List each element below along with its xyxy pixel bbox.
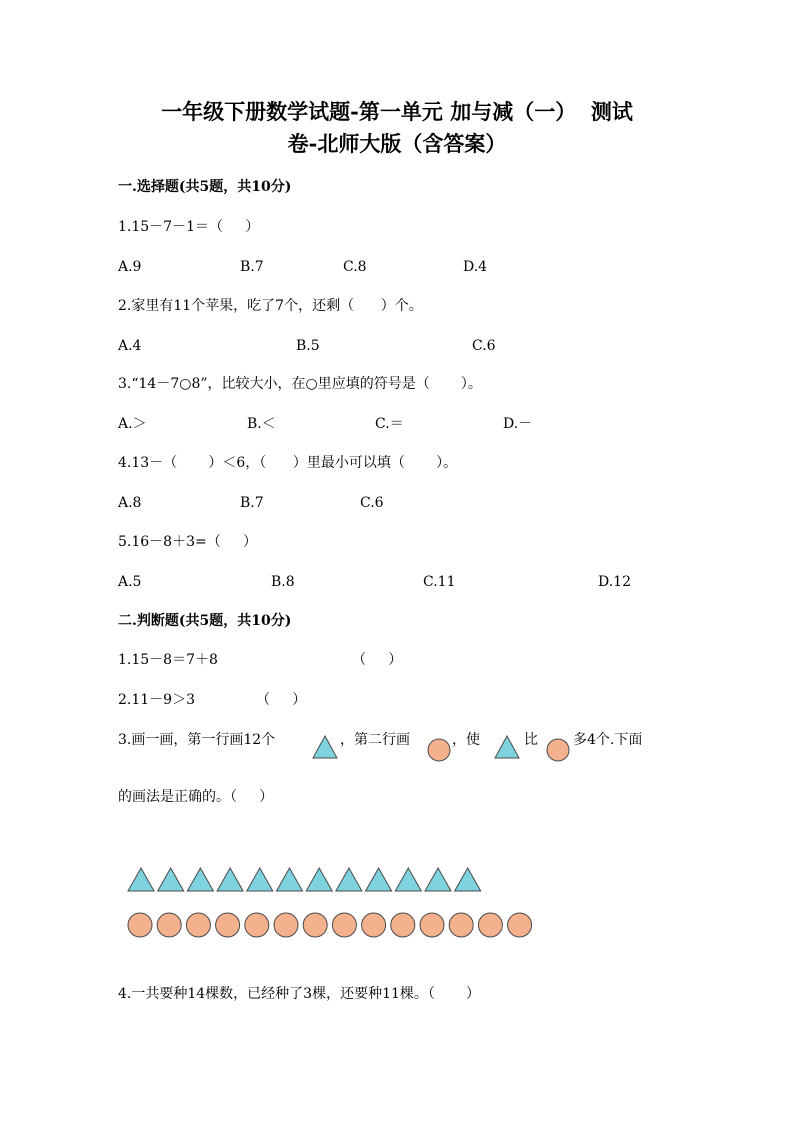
section1-heading: 一.选择题(共5题，共10分)	[118, 179, 292, 195]
q4-option-c: C.6	[360, 495, 384, 511]
triangle-icon	[366, 868, 392, 891]
q4-option-a: A.8	[118, 495, 142, 511]
judge-4-stem: 4.一共要种14棵数，已经种了3棵，还要种11棵。（ ）	[118, 986, 481, 1002]
circle-icon	[449, 913, 473, 937]
circle-icon	[303, 913, 327, 937]
circle-icon	[478, 913, 502, 937]
triangle-icon	[128, 868, 154, 891]
circle-icon	[546, 738, 570, 762]
triangle-icon	[312, 735, 338, 759]
circle-icon	[420, 913, 444, 937]
judge-3-part2: ，第二行画	[340, 732, 410, 748]
triangle-icon	[494, 735, 520, 759]
q3-option-b: B.＜	[247, 416, 276, 432]
triangle-icon	[158, 868, 184, 891]
triangle-icon	[247, 868, 273, 891]
triangle-icon	[306, 868, 332, 891]
judge-3-line2: 的画法是正确的。（ ）	[118, 789, 274, 805]
circle-icon	[391, 913, 415, 937]
triangle-icon	[336, 868, 362, 891]
q1-option-a: A.9	[118, 259, 142, 275]
triangle-icon	[187, 868, 213, 891]
triangle-icon	[217, 868, 243, 891]
q2-option-c: C.6	[472, 338, 496, 354]
q5-option-c: C.11	[423, 574, 456, 590]
q4-option-b: B.7	[240, 495, 264, 511]
judge-3-part1: 3.画一画，第一行画12个	[118, 732, 276, 748]
q3-option-d: D.－	[503, 416, 533, 432]
judge-3-part3: ，使	[452, 732, 480, 748]
q5-option-d: D.12	[598, 574, 631, 590]
judge-3-part5: 多4个.下面	[573, 732, 643, 748]
q5-option-a: A.5	[118, 574, 142, 590]
q5-option-b: B.8	[271, 574, 295, 590]
q1-option-b: B.7	[240, 259, 264, 275]
triangle-icon	[395, 868, 421, 891]
q2-option-a: A.4	[118, 338, 142, 354]
judge-3-part4: 比	[524, 732, 538, 748]
circle-icon	[274, 913, 298, 937]
judge-1-stem: 1.15－8＝7＋8	[118, 652, 218, 668]
triangle-icon	[425, 868, 451, 891]
circle-icon	[245, 913, 269, 937]
circle-icon	[216, 913, 240, 937]
doc-title-line1: 一年级下册数学试题-第一单元 加与减（一） 测试	[161, 99, 633, 124]
circle-icon	[186, 913, 210, 937]
circle-icon	[508, 913, 532, 937]
triangle-icon	[455, 868, 481, 891]
triangle-row	[126, 866, 506, 894]
circle-icon	[332, 913, 356, 937]
q1-option-c: C.8	[343, 259, 367, 275]
question-3-stem: 3.“14－7○8”，比较大小，在○里应填的符号是（ ）。	[118, 376, 482, 392]
question-5-stem: 5.16－8＋3=（ ）	[118, 534, 257, 550]
circle-icon	[362, 913, 386, 937]
q3-option-a: A.＞	[118, 416, 147, 432]
section2-heading: 二.判断题(共5题，共10分)	[118, 613, 292, 629]
question-1-stem: 1.15－7－1＝（ ）	[118, 219, 260, 235]
judge-1-blank: （ ）	[352, 652, 403, 668]
question-2-stem: 2.家里有11个苹果，吃了7个，还剩（ ）个。	[118, 298, 423, 314]
circle-row	[126, 911, 536, 939]
judge-2-blank: （ ）	[256, 692, 307, 708]
circle-icon	[157, 913, 181, 937]
circle-icon	[427, 738, 451, 762]
q1-option-d: D.4	[463, 259, 488, 275]
q3-option-c: C.＝	[375, 416, 404, 432]
judge-2-stem: 2.11－9＞3	[118, 692, 195, 708]
circle-icon	[128, 913, 152, 937]
triangle-icon	[277, 868, 303, 891]
doc-title-line2: 卷-北师大版（含答案）	[287, 131, 507, 156]
question-4-stem: 4.13－（ ）＜6，（ ）里最小可以填（ ）。	[118, 455, 458, 471]
q2-option-b: B.5	[296, 338, 320, 354]
